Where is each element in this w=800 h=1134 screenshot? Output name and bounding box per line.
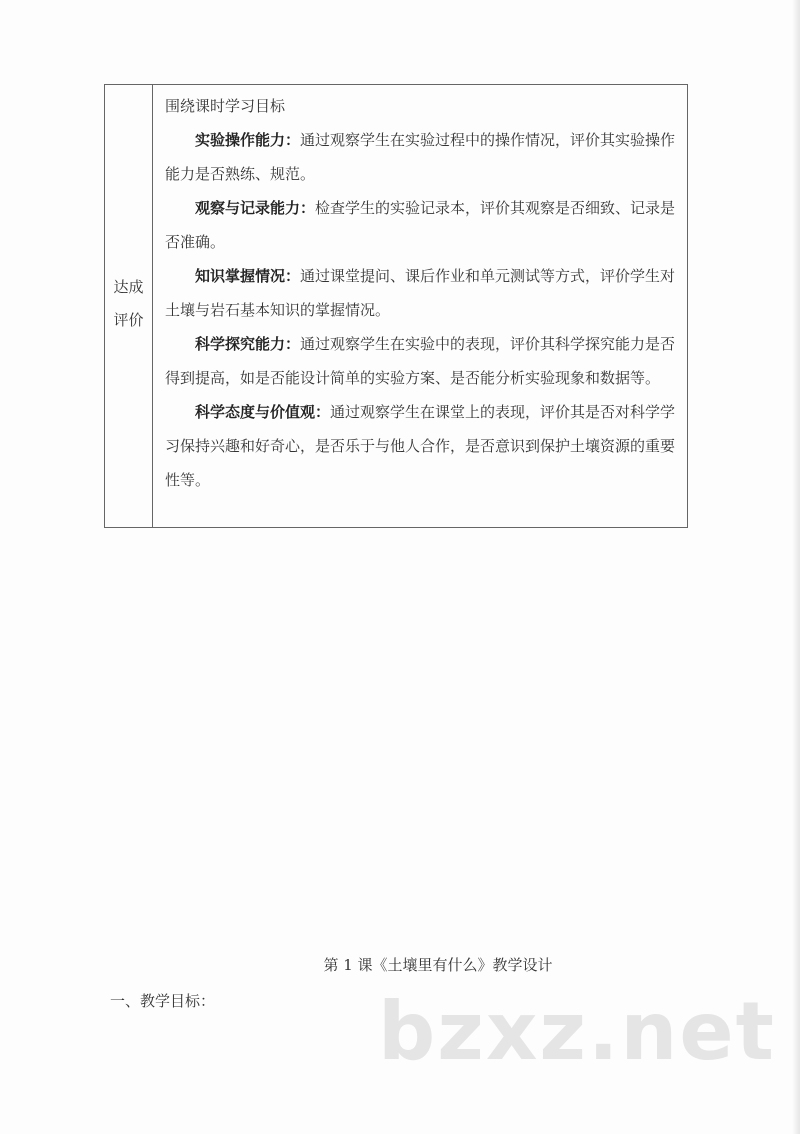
evaluation-item <box>165 123 683 191</box>
intro-text: 围绕课时学习目标 <box>165 97 286 115</box>
row-label-line-2: 评价 <box>113 311 144 329</box>
item-text: 通过观察学生在实验过程中的操作情况，评价其实验操作能力是否熟练、规范。 <box>165 131 676 183</box>
item-title: 科学探究能力： <box>195 335 301 353</box>
item-text: 通过观察学生在实验中的表现，评价其科学探究能力是否得到提高，如是否能设计简单的实验方案、是否能分析实验现象和数据等。 <box>165 335 676 387</box>
evaluation-content <box>165 89 683 497</box>
item-text: 检查学生的实验记录本，评价其观察是否细致、记录是否准确。 <box>165 199 676 251</box>
item-title: 科学态度与价值观： <box>195 403 331 421</box>
evaluation-item <box>165 191 683 259</box>
item-title: 知识掌握情况： <box>195 267 301 285</box>
watermark: bzxz.net <box>378 985 776 1078</box>
row-label-line-1: 达成 <box>113 278 144 296</box>
item-text: 通过课堂提问、课后作业和单元测试等方式，评价学生对土壤与岩石基本知识的掌握情况。 <box>165 267 676 319</box>
evaluation-table <box>104 84 688 528</box>
lesson-title: 第 1 课《土壤里有什么》教学设计 <box>323 956 553 974</box>
item-text: 通过观察学生在课堂上的表现，评价其是否对科学学习保持兴趣和好奇心，是否乐于与他人合作，是否意识到保护土壤资源的重要性等。 <box>165 403 676 489</box>
evaluation-item <box>165 327 683 395</box>
section-heading: 一、教学目标： <box>110 992 216 1010</box>
row-label <box>105 271 152 337</box>
item-title: 观察与记录能力： <box>195 199 316 217</box>
item-title: 实验操作能力： <box>195 131 301 149</box>
evaluation-item <box>165 259 683 327</box>
column-divider <box>152 85 153 527</box>
evaluation-item <box>165 395 683 497</box>
